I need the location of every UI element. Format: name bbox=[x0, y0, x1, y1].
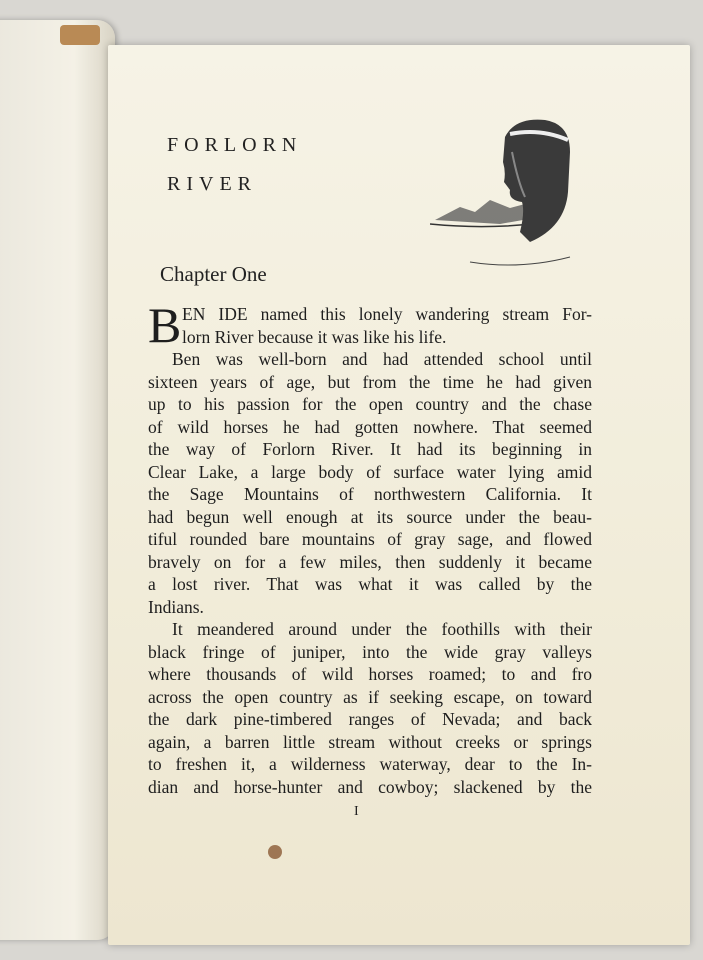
text-line: the dark pine-timbered ranges of Nevada; and back bbox=[148, 709, 592, 729]
chapter-heading: Chapter One bbox=[160, 262, 267, 286]
text-line: bravely on for a few miles, then suddenly it became bbox=[148, 551, 592, 572]
text-line: dian and horse-hunter and cowboy; slackened by the bbox=[148, 776, 592, 797]
text-line: again, a barren little stream without creeks or springs bbox=[148, 731, 592, 752]
first-lines bbox=[182, 303, 592, 348]
text-line: where thousands of wild horses roamed; to and fro bbox=[148, 664, 592, 684]
page-stain bbox=[268, 845, 282, 859]
text-line: EN IDE named this lonely wandering stream For- bbox=[182, 304, 592, 324]
body-text bbox=[148, 303, 592, 798]
text-line: black fringe of juniper, into the wide gray valleys bbox=[148, 641, 592, 662]
drop-cap: B bbox=[148, 303, 182, 348]
text-line: across the open country as if seeking escape, on toward bbox=[148, 686, 592, 707]
text-line: a lost river. That was what it was called by the bbox=[148, 574, 592, 594]
text-line: lorn River because it was like his life. bbox=[182, 326, 447, 347]
first-paragraph-opening bbox=[148, 303, 592, 348]
text-line: the Sage Mountains of northwestern California. It bbox=[148, 484, 592, 504]
book-spine-edge bbox=[60, 25, 100, 45]
text-line: Indians. bbox=[148, 596, 204, 617]
text-line: sixteen years of age, but from the time he had given bbox=[148, 371, 592, 392]
text-line: Ben was well-born and had attended school until bbox=[172, 349, 592, 369]
text-line: It meandered around under the foothills with their bbox=[172, 619, 592, 639]
text-line: had begun well enough at its source under the beau- bbox=[148, 506, 592, 527]
book-title-line-1: FORLORN bbox=[167, 134, 303, 156]
text-line: up to his passion for the open country and the chase bbox=[148, 394, 592, 414]
text-line: to freshen it, a wilderness waterway, dear to the In- bbox=[148, 754, 592, 774]
text-line: Clear Lake, a large body of surface water lying amid bbox=[148, 461, 592, 482]
native-american-portrait-illustration bbox=[430, 112, 610, 272]
page-number: I bbox=[354, 804, 359, 819]
text-line: of wild horses he had gotten nowhere. That seemed bbox=[148, 416, 592, 437]
text-line: the way of Forlorn River. It had its beginning in bbox=[148, 439, 592, 459]
book-title-line-2: RIVER bbox=[167, 173, 257, 195]
text-line: tiful rounded bare mountains of gray sage, and flowed bbox=[148, 529, 592, 549]
left-page-edge bbox=[0, 20, 115, 940]
